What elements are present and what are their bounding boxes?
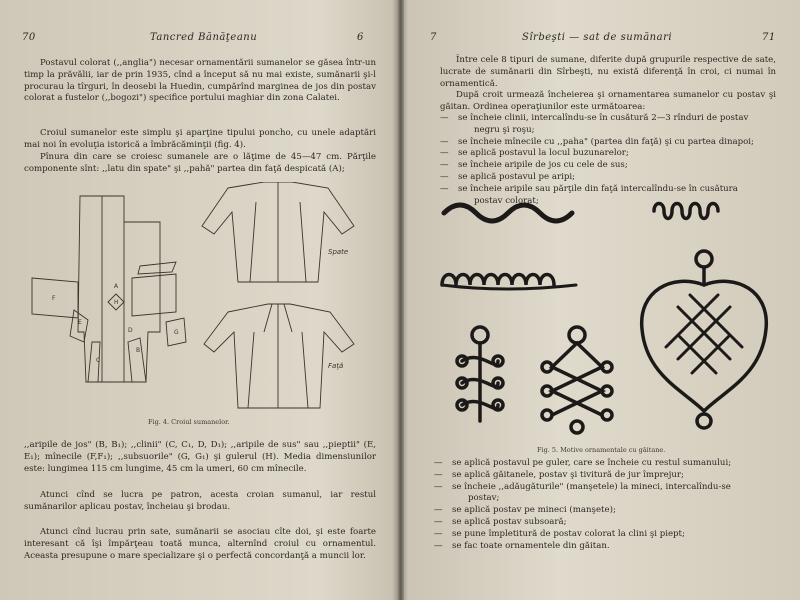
page-number-left: 70: [22, 32, 36, 43]
pattern-piece: [78, 196, 160, 382]
list-item: — se aplică postavul pe aripi;: [440, 171, 575, 182]
section-number-left: 6: [357, 32, 364, 43]
paragraph: Atunci cînd se lucra pe patron, acesta croian sumanul, iar restul sumănarilor aplicau postav, încheiau şi brodau.: [24, 490, 376, 512]
figure-5-caption: Fig. 5. Motive ornamentale cu găitane.: [537, 446, 666, 454]
paragraph: Postavul colorat (,,anglia") necesar ornamentării sumanelor se găsea într-un timp la prăvălii, iar de prin 1935, cînd a început să nu mai existe, sumănarii şi-l procurau la tîrguri, în deosebi la Huedin, cumpărînd marginea de jos din postav colorat a fustelor (,,bogozi") specifice portului maghiar din zona Calatei.: [24, 58, 376, 104]
list-item-continuation: postav;: [468, 493, 500, 504]
paragraph: Atunci cînd lucrau prin sate, sumănarii se asociau cîte doi, şi este foarte interesant că îşi împărţeau toată munca, alternînd croiul cu ornamentul. Aceasta presupune o mare specializare şi o perfectă concordanţă a muncii lor.: [24, 527, 376, 561]
paragraph: Între cele 8 tipuri de sumane, diferite după grupurile respective de sate, lucrate de sumănarii din Sîrbeşti, nu există diferenţă în croi, ci numai în ornamentică.: [440, 55, 776, 89]
page-number-right: 71: [762, 32, 776, 43]
vertical-knot-motif-1: [457, 327, 503, 421]
running-head-right: Sîrbeşti — sat de sumănari: [522, 32, 673, 43]
large-interlace-motif: [642, 251, 767, 428]
steps-list-bottom: [434, 458, 731, 552]
list-item: — se încheie aripile de jos cu cele de sus;: [440, 160, 628, 171]
steps-list-top: [440, 113, 754, 207]
wave-cord-motif: [444, 205, 572, 221]
list-item: — se încheie clinii, intercalîndu-se în cusătură 2—3 rînduri de postav: [440, 113, 749, 123]
list-item: — se aplică postavul la locul buzunarelor;: [440, 148, 629, 159]
list-item-continuation: negru şi roşu;: [474, 124, 535, 135]
piece-letter: B: [136, 347, 141, 354]
piece-letter: E: [78, 319, 82, 326]
section-number-right: 7: [430, 32, 437, 43]
paragraph: ,,aripile de jos" (B, B₁); ,,clinii" (C, C₁, D, D₁); ,,aripile de sus" sau ,,pieptii" (E, E₁); mînecile (F,F₁); ,,subsuorile" (G, G₁) şi gulerul (H). Media dimensiunilor este: lungimea 115 cm lungime, 45 cm la umeri, 60 cm mînecile.: [24, 440, 376, 474]
list-item: — se pune împletitură de postav colorat la clini şi piept;: [434, 528, 685, 539]
piece-letter: D: [128, 327, 133, 334]
piece-letter: F: [52, 295, 56, 302]
paragraph: Pînura din care se croiesc sumanele are o lăţime de 45—47 cm. Părţile componente sînt: ,,latu din spate" şi ,,pahă" partea din faţă despicată (A);: [24, 152, 376, 174]
list-item-continuation: postav colorat;: [474, 195, 539, 206]
scroll-chain-motif: [442, 275, 554, 286]
figure-4-caption: Fig. 4. Croiul sumanelor.: [148, 418, 230, 426]
piece-letter: C: [96, 357, 101, 364]
paragraph: După croit urmează încheierea şi ornamentarea sumanelor cu postav şi găitan. Ordinea operaţiunilor este următoarea:: [440, 90, 776, 112]
coat-front: [204, 304, 354, 408]
list-item: — se încheie mînecile cu ,,paha" (partea din faţă) şi cu partea dinapoi;: [440, 136, 754, 147]
vertical-knot-motif-2: [542, 327, 612, 433]
loop-row-motif: [654, 204, 718, 219]
list-item: — se încheie aripile sau părţile din faţă intercalîndu-se în cusătura: [440, 183, 738, 194]
list-item: — se încheie ,,adăugăturile" (manşetele) la mineci, intercalîndu-se: [434, 481, 731, 492]
list-item: — se aplică postavul pe guler, care se încheie cu restul sumanului;: [434, 458, 732, 468]
list-item: — se aplică găitanele, postav şi tivitură de jur împrejur;: [434, 469, 684, 480]
figure-5-ornamental-motifs: [432, 195, 782, 440]
piece-letter: A: [114, 283, 119, 290]
list-item: — se aplică postav subsoară;: [434, 516, 567, 527]
piece-letter: H: [114, 299, 119, 306]
figure-4-pattern-drawing: [28, 182, 373, 410]
label-back: Spate: [328, 248, 349, 256]
piece-letter: G: [174, 329, 179, 336]
running-head-left: Tancred Bănăţeanu: [150, 32, 258, 43]
list-item: — se aplică postav pe mineci (manşete);: [434, 505, 616, 516]
paragraph: Croiul sumanelor este simplu şi aparţine tipului poncho, cu unele adaptări mai noi în evoluţia istorică a îmbrăcăminţii (fig. 4).: [24, 128, 376, 150]
right-page: [402, 0, 800, 600]
list-item: — se fac toate ornamentele din găitan.: [434, 540, 610, 551]
label-front: Faţă: [328, 362, 344, 370]
